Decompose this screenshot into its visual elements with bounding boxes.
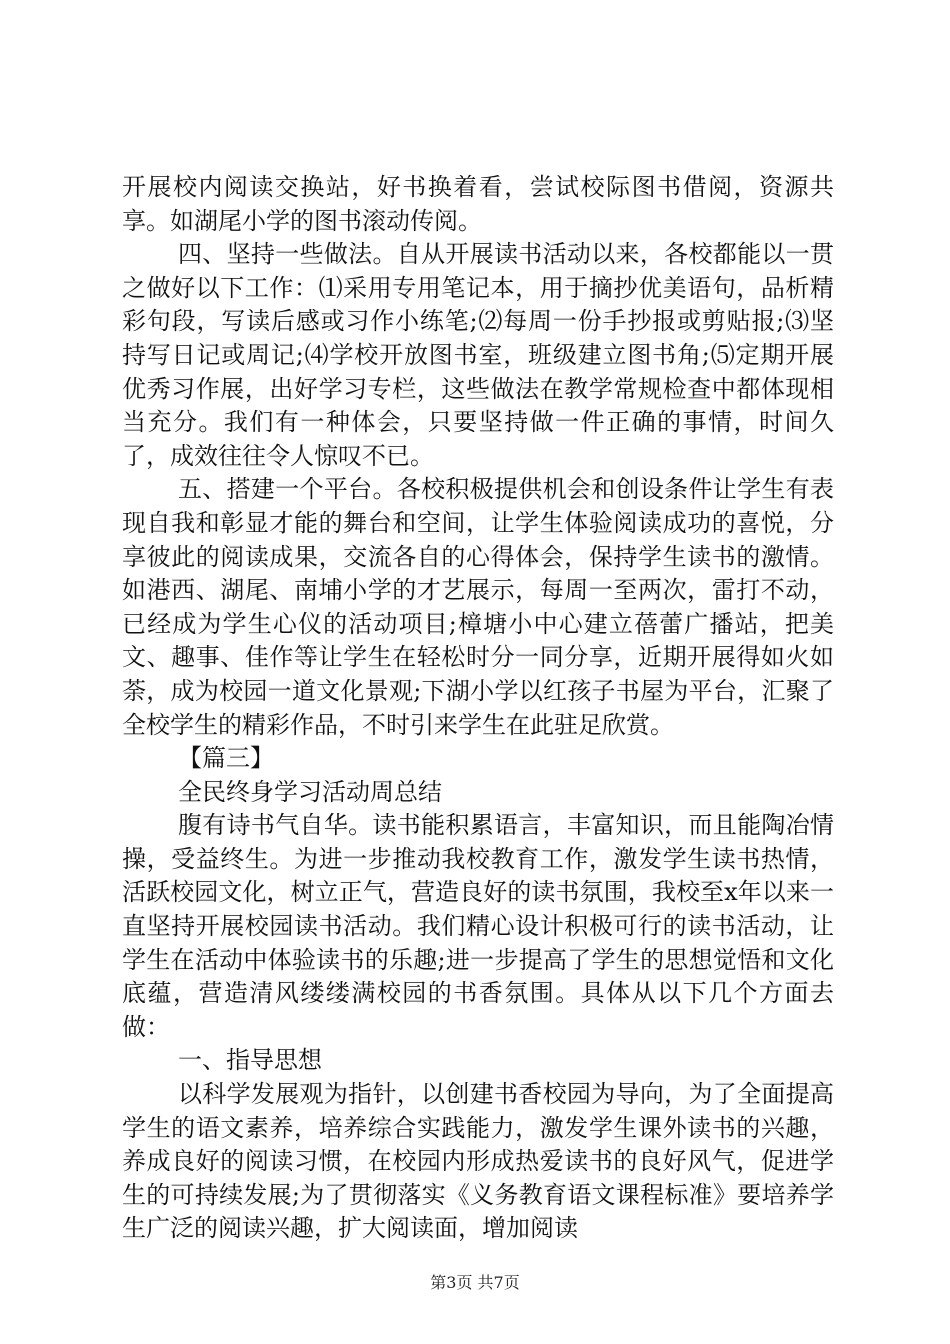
document-body bbox=[122, 171, 834, 1246]
page-number: 第3页 共7页 bbox=[430, 1273, 520, 1292]
section-heading: 【篇三】 bbox=[178, 744, 274, 773]
paragraph: 腹有诗书气自华。读书能积累语言，丰富知识，而且能陶冶情操，受益终生。为进一步推动我校教育工作，激发学生读书热情，活跃校园文化，树立正气，营造良好的读书氛围，我校至x年以来一直坚持开展校园读书活动。我们精心设计积极可行的读书活动，让学生在活动中体验读书的乐趣;进一步提高了学生的思想觉悟和文化底蕴，营造清风缕缕满校园的书香氛围。具体从以下几个方面去做： bbox=[122, 811, 834, 1041]
section-title: 全民终身学习活动周总结 bbox=[178, 777, 442, 806]
paragraph: 开展校内阅读交换站，好书换着看，尝试校际图书借阅，资源共享。如湖尾小学的图书滚动传阅。 bbox=[122, 173, 834, 235]
paragraph: 四、坚持一些做法。自从开展读书活动以来，各校都能以一贯之做好以下工作：⑴采用专用笔记本，用于摘抄优美语句，品析精彩句段，写读后感或习作小练笔;⑵每周一份手抄报或剪贴报;⑶坚持写日记或周记;⑷学校开放图书室，班级建立图书角;⑸定期开展优秀习作展，出好学习专栏，这些做法在教学常规检查中都体现相当充分。我们有一种体会，只要坚持做一件正确的事情，时间久了，成效往往令人惊叹不已。 bbox=[122, 240, 834, 470]
paragraph: 以科学发展观为指针，以创建书香校园为导向，为了全面提高学生的语文素养，培养综合实践能力，激发学生课外读书的兴趣，养成良好的阅读习惯，在校园内形成热爱读书的良好风气，促进学生的可持续发展;为了贯彻落实《义务教育语文课程标准》要培养学生广泛的阅读兴趣，扩大阅读面，增加阅读 bbox=[122, 1080, 834, 1243]
subheading: 一、指导思想 bbox=[178, 1046, 322, 1075]
paragraph: 五、搭建一个平台。各校积极提供机会和创设条件让学生有表现自我和彰显才能的舞台和空间，让学生体验阅读成功的喜悦，分享彼此的阅读成果，交流各自的心得体会，保持学生读书的激情。如港西、湖尾、南埔小学的才艺展示，每周一至两次，雷打不动，已经成为学生心仪的活动项目;樟塘小中心建立蓓蕾广播站，把美文、趣事、佳作等让学生在轻松时分一同分享，近期开展得如火如荼，成为校园一道文化景观;下湖小学以红孩子书屋为平台，汇聚了全校学生的精彩作品，不时引来学生在此驻足欣赏。 bbox=[122, 475, 834, 739]
